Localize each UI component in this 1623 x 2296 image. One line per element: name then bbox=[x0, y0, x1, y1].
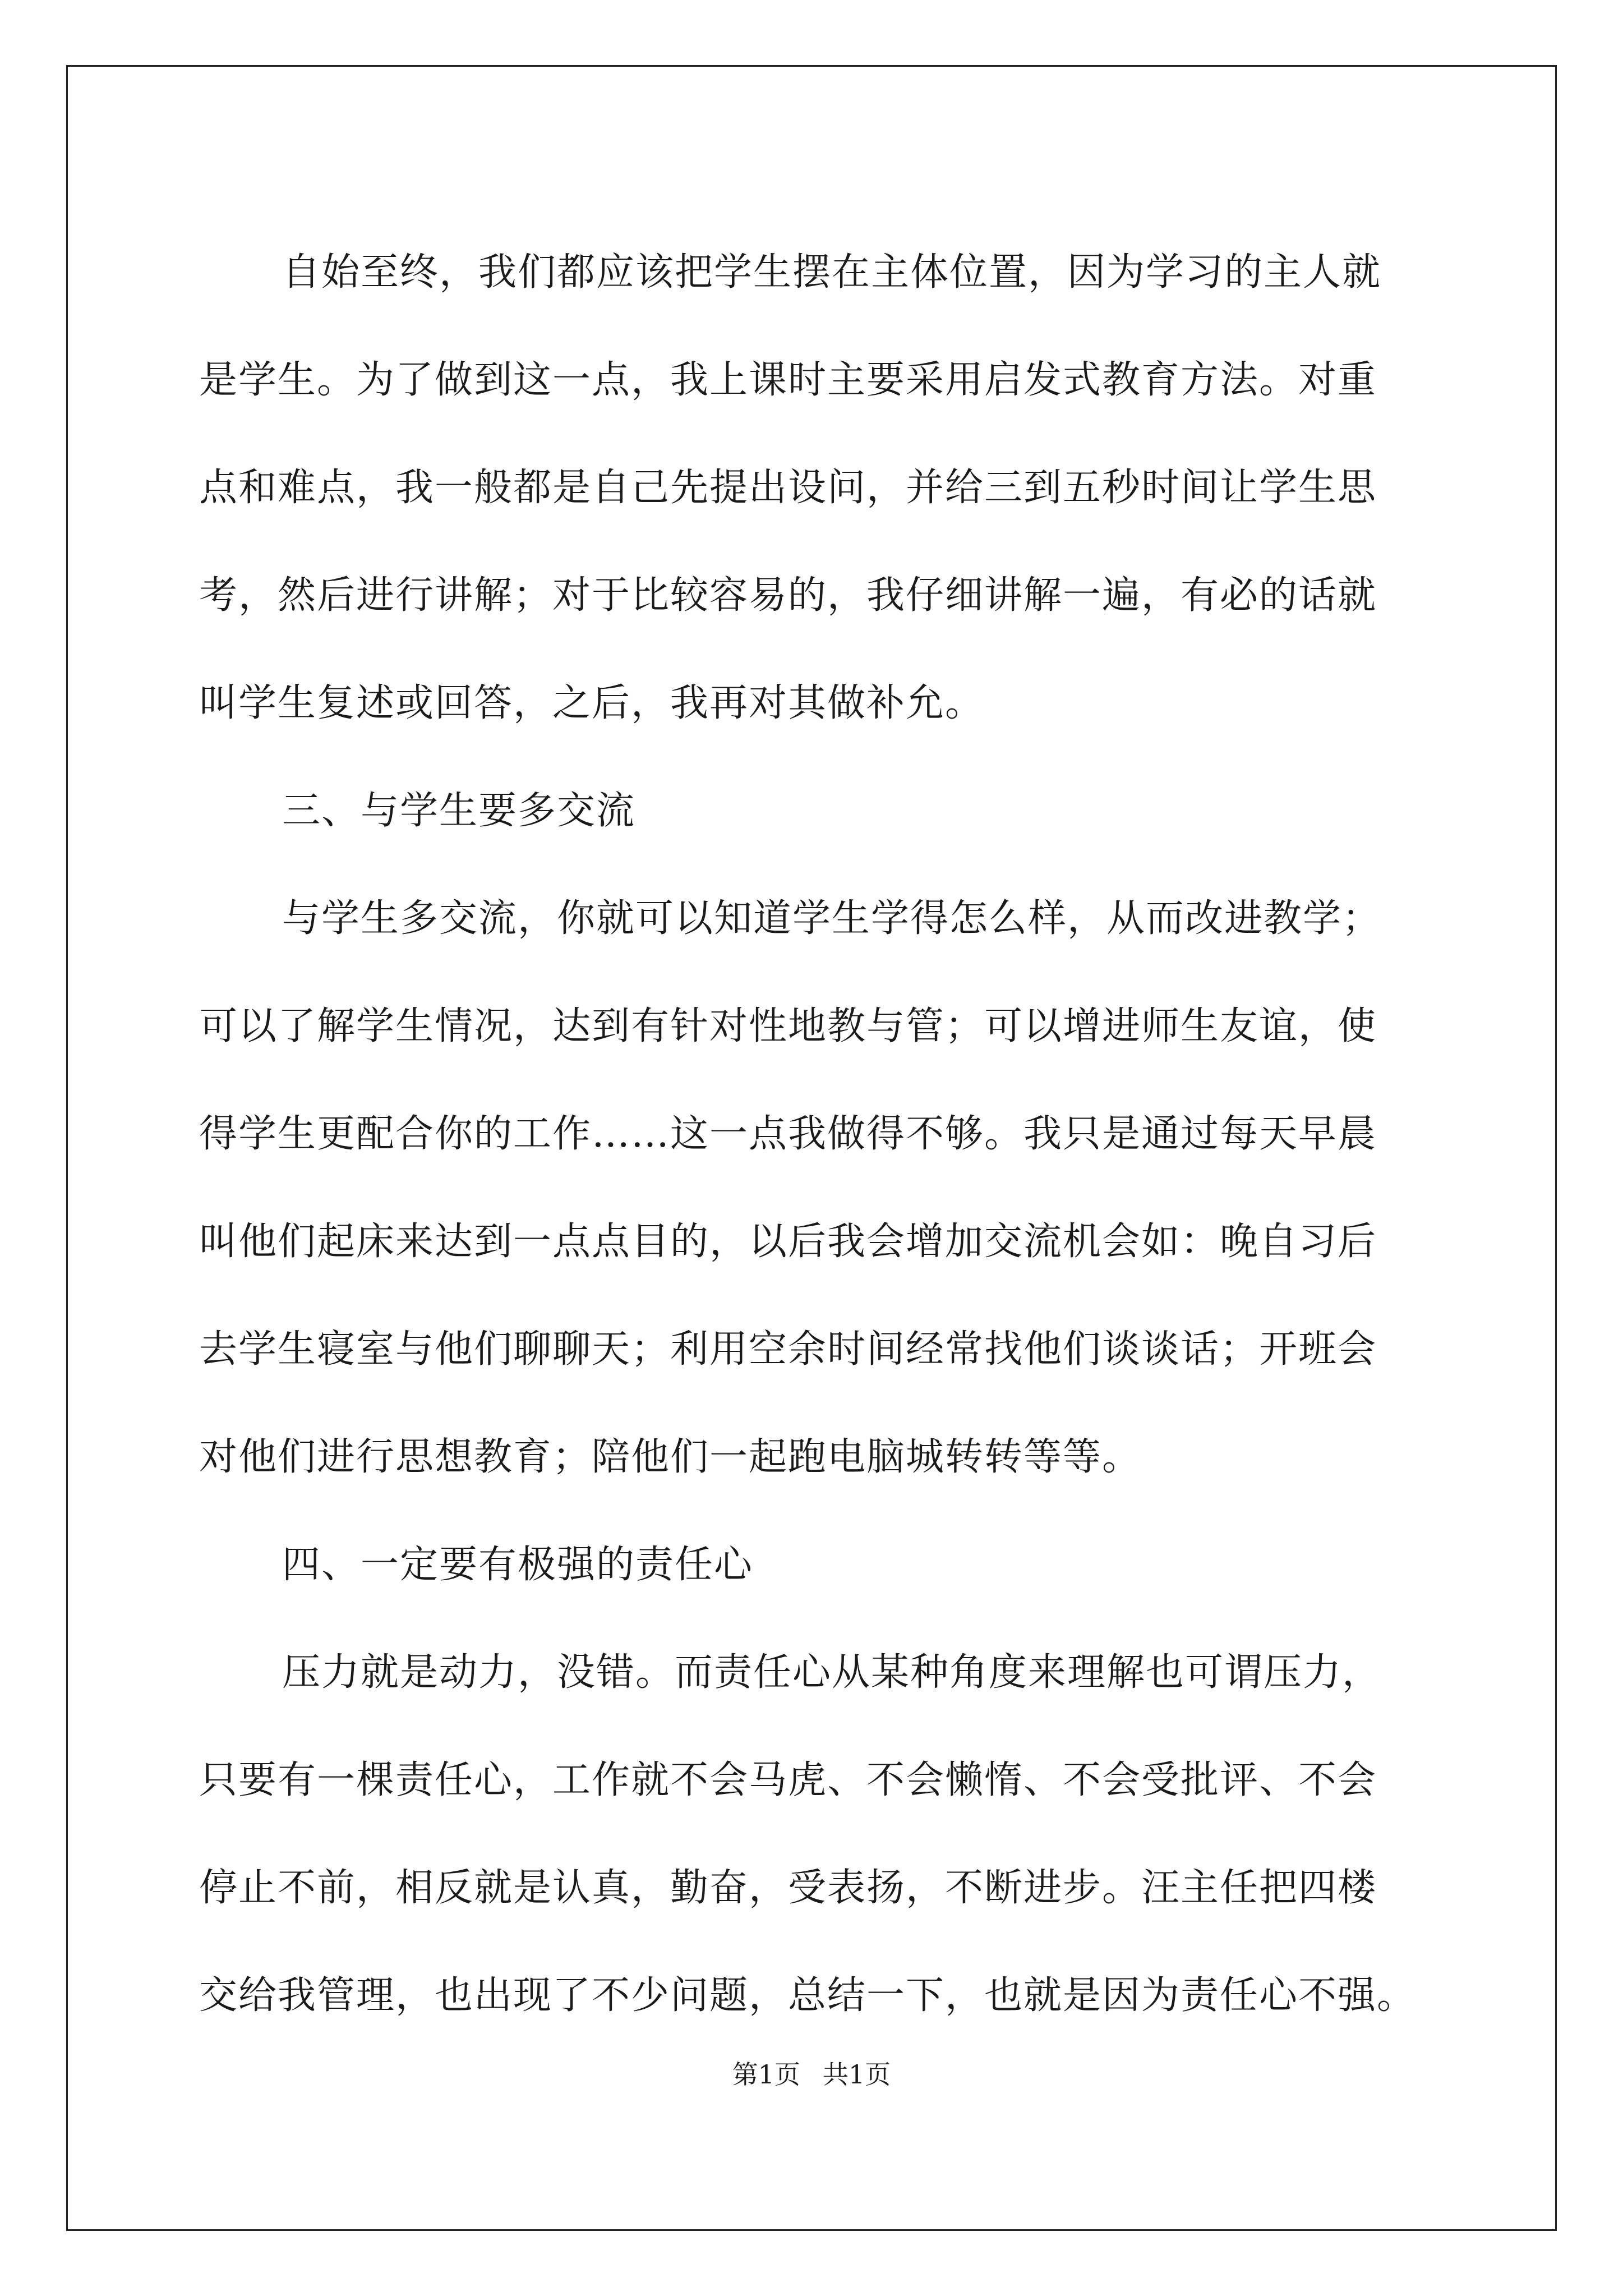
paragraph-2-line-6: 对他们进行思想教育；陪他们一起跑电脑城转转等等。 bbox=[199, 1435, 1142, 1479]
section-heading-3: 三、与学生要多交流 bbox=[282, 789, 636, 833]
paragraph-1-line-2: 是学生。为了做到这一点，我上课时主要采用启发式教育方法。对重 bbox=[199, 358, 1377, 402]
paragraph-3-line-3: 停止不前，相反就是认真，勤奋，受表扬，不断进步。汪主任把四楼 bbox=[199, 1866, 1377, 1910]
document-body bbox=[199, 219, 1436, 2050]
paragraph-3-line-2: 只要有一棵责任心，工作就不会马虎、不会懒惰、不会受批评、不会 bbox=[199, 1758, 1377, 1802]
paragraph-1-line-5: 叫学生复述或回答，之后，我再对其做补允。 bbox=[199, 681, 985, 725]
paragraph-3-line-4: 交给我管理，也出现了不少问题，总结一下，也就是因为责任心不强。 bbox=[199, 1973, 1417, 2018]
paragraph-3-line-1: 压力就是动力，没错。而责任心从某种角度来理解也可谓压力， bbox=[282, 1650, 1382, 1695]
paragraph-2-line-2: 可以了解学生情况，达到有针对性地教与管；可以增进师生友谊，使 bbox=[199, 1004, 1377, 1048]
page-number-total: 共1页 bbox=[823, 2059, 891, 2090]
paragraph-2-line-1: 与学生多交流，你就可以知道学生学得怎么样，从而改进教学； bbox=[282, 896, 1382, 941]
page-footer bbox=[0, 2058, 1623, 2091]
paragraph-1-line-1: 自始至终，我们都应该把学生摆在主体位置，因为学习的主人就 bbox=[282, 250, 1382, 295]
paragraph-1-line-4: 考，然后进行讲解；对于比较容易的，我仔细讲解一遍，有必的话就 bbox=[199, 573, 1377, 618]
paragraph-1-line-3: 点和难点，我一般都是自己先提出设问，并给三到五秒时间让学生思 bbox=[199, 466, 1377, 510]
paragraph-2-line-4: 叫他们起床来达到一点点目的，以后我会增加交流机会如：晚自习后 bbox=[199, 1220, 1377, 1264]
page-number-current: 第1页 bbox=[732, 2059, 800, 2090]
paragraph-2-line-5: 去学生寝室与他们聊聊天；利用空余时间经常找他们谈谈话；开班会 bbox=[199, 1327, 1377, 1372]
section-heading-4: 四、一定要有极强的责任心 bbox=[282, 1543, 754, 1587]
paragraph-2-line-3: 得学生更配合你的工作……这一点我做得不够。我只是通过每天早晨 bbox=[199, 1112, 1377, 1156]
